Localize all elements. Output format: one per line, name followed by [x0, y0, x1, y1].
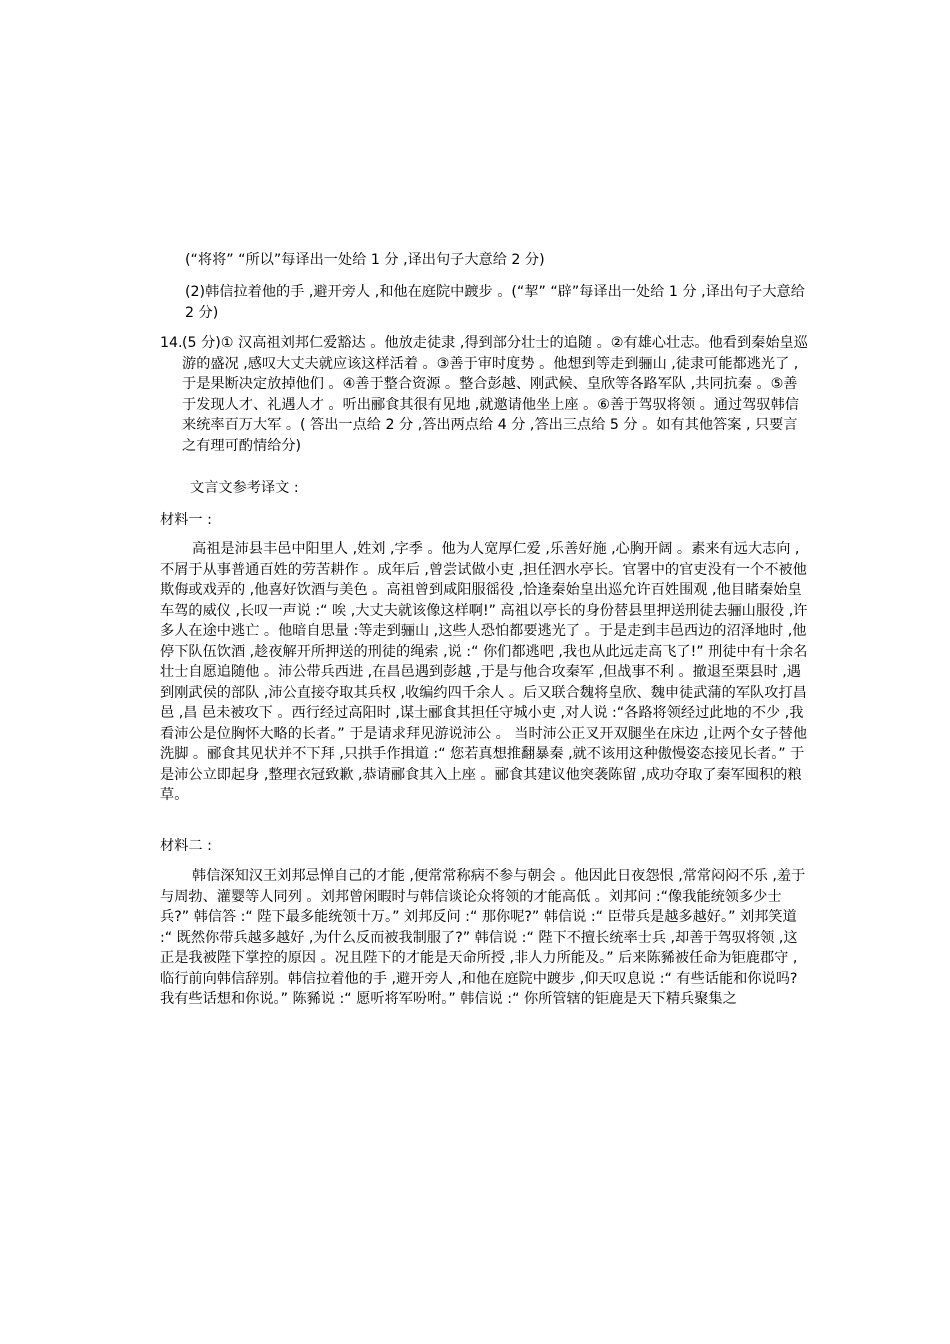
reference-translation-heading: 文言文参考译文 : — [190, 480, 299, 496]
material-1-text: 高祖是沛县丰邑中阳里人 ,姓刘 ,字季 。他为人宽厚仁爱 ,乐善好施 ,心胸开阔 。素来有远大志向 ,不屑于从事普通百姓的劳苦耕作 。成年后 ,曾尝试做小吏 ,担任泗水亭长。官署中的官吏没有一个不被他欺侮或戏弄的 ,他喜好饮酒与美色 。高祖曾到咸阳服徭役 ,恰逢秦始皇出巡允许百姓围观 ,他目睹秦始皇车驾的威仪 ,长叹一声说 :“ 唉 ,大丈夫就该像这样啊!” 高祖以亭长的身份替县里押送刑徒去骊山服役 ,许多人在途中逃亡 。他暗自思量 :等走到骊山 ,这些人恐怕都要逃光了 。于是走到丰邑西边的沼泽地时 ,他停下队伍饮酒 ,趁夜解开所押送的刑徒的绳索 ,说 :“ 你们都逃吧 ,我也从此远走高飞了!” 刑徒中有十余名壮士自愿追随他 。沛公带兵西进 ,在昌邑遇到彭越 ,于是与他合攻秦军 ,但战事不利 。撤退至栗县时 ,遇到刚武侯的部队 ,沛公直接夺取其兵权 ,收编约四千余人 。后又联合魏将皇欣、魏申徒武蒲的军队攻打昌邑 ,昌 邑未被攻下 。西行经过高阳时 ,谋士郦食其担任守城小吏 ,对人说 :“各路将领经过此地的不少 ,我看沛公是位胸怀大略的长者。” 于是请求拜见游说沛公 。 当时沛公正叉开双腿坐在床边 ,让两个女子替他洗脚 。郦食其见状并不下拜 ,只拱手作揖道 :“ 您若真想推翻暴秦 ,就不该用这种傲慢姿态接见长者。” 于是沛公立即起身 ,整理衣冠致歉 ,恭请郦食其入上座 。郦食其建议他突袭陈留 ,成功夺取了秦军囤积的粮草。 — [160, 541, 808, 803]
scoring-note-2: (2)韩信拉着他的手 ,避开旁人 ,和他在庭院中踱步 。(“挈” “辟”每译出一处给 1 分 ,译出句子大意给 2 分) — [185, 284, 805, 321]
scoring-note-1: (“将将” “所以”每译出一处给 1 分 ,译出句子大意给 2 分) — [185, 252, 545, 268]
material-2-text: 韩信深知汉王刘邦忌惮自己的才能 ,便常常称病不参与朝会 。他因此日夜怨恨 ,常常闷闷不乐 ,羞于与周勃、灌婴等人同列 。刘邦曾闲暇时与韩信谈论众将领的才能高低 。刘邦问 :“像我能统领多少士兵?” 韩信答 :“ 陛下最多能统领十万。” 刘邦反问 :“ 那你呢?” 韩信说 :“ 臣带兵是越多越好。” 刘邦笑道 :“ 既然你带兵越多越好 ,为什么反而被我制服了?” 韩信说 :“ 陛下不擅长统率士兵 ,却善于驾驭将领 ,这正是我被陛下掌控的原因 。况且陛下的才能是天命所授 ,非人力所能及。” 后来陈豨被任命为钜鹿郡守 ,临行前向韩信辞别。韩信拉着他的手 ,避开旁人 ,和他在庭院中踱步 ,仰天叹息说 :“ 有些话能和你说吗? 我有些话想和你说。” 陈豨说 :“ 愿听将军吩咐。” 韩信说 :“ 你所管辖的钜鹿是天下精兵聚集之 — [160, 868, 806, 1007]
question-14-text: (5 分)① 汉高祖刘邦仁爱豁达 。他放走徒隶 ,得到部分壮士的追随 。②有雄心壮志。他看到秦始皇巡游的盛况 ,感叹大丈夫就应该这样活着 。③善于审时度势 。他想到等走到骊山 ,徒隶可能都逃光了 ,于是果断决定放掉他们 。④善于整合资源 。整合彭越、刚武候、皇欣等各路军队 ,共同抗秦 。⑤善于发现人才、礼遇人才 。听出郦食其很有见地 ,就邀请他坐上座 。⑥善于驾驭将领 。通过驾驭韩信来统率百万大军 。( 答出一点给 2 分 ,答出两点给 4 分 ,答出三点给 5 分 。如有其他答案 , 只要言之有理可酌情给分) — [182, 335, 808, 454]
material-2-label: 材料二 : — [160, 838, 212, 854]
question-14-answer — [160, 333, 810, 456]
material-1-label: 材料一 : — [160, 512, 212, 528]
question-number: 14. — [160, 335, 183, 351]
